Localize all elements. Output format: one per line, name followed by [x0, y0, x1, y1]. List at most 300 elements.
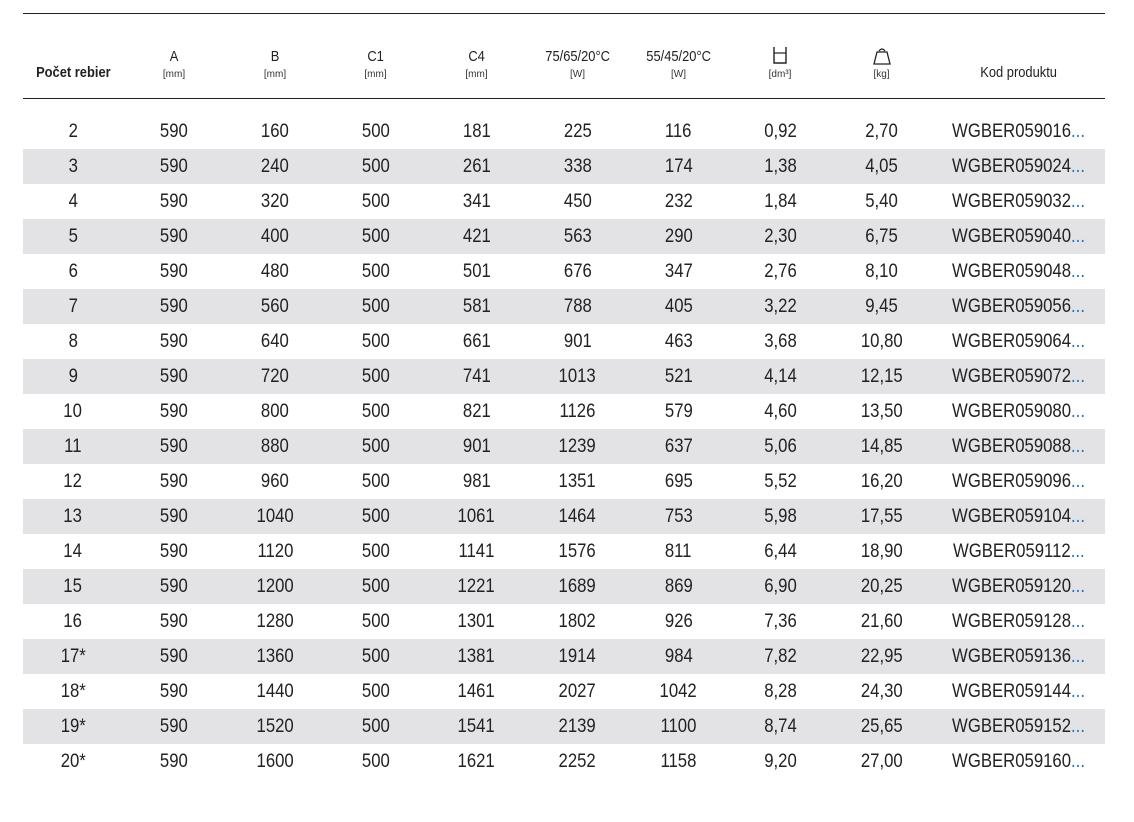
table-cell [426, 646, 527, 668]
cell-value: 500 [361, 295, 390, 317]
table-cell [325, 751, 426, 773]
cell-value: 400 [261, 225, 289, 247]
table-cell [729, 611, 831, 633]
table-cell [628, 541, 729, 563]
cell-value: 6,44 [763, 540, 797, 562]
cell-value: 17,55 [860, 505, 903, 527]
cell-value: 3 [68, 155, 78, 177]
table-row [23, 534, 1105, 569]
header-label: 55/45/20°C [646, 48, 711, 65]
cell-value: 1464 [558, 505, 597, 527]
cell-value: 521 [664, 365, 693, 387]
cell-value: 8,10 [865, 260, 898, 282]
cell-value: 13,50 [860, 400, 903, 422]
cell-value: 13 [63, 505, 83, 527]
header-cell [831, 14, 932, 98]
header-cell [932, 14, 1105, 98]
volume-icon [772, 46, 788, 66]
cell-value: 338 [563, 155, 592, 177]
cell-value: 1461 [457, 680, 496, 702]
cell-value: 450 [563, 190, 592, 212]
table-cell [628, 646, 729, 668]
table-cell [831, 401, 932, 423]
table-cell [225, 611, 325, 633]
table-cell [729, 156, 831, 178]
table-row [23, 359, 1105, 394]
cell-value: 753 [664, 505, 693, 527]
table-cell [325, 436, 426, 458]
header-label: 75/65/20°C [545, 48, 610, 65]
cell-value: 1013 [558, 365, 597, 387]
table-cell [23, 156, 123, 178]
table-cell [831, 471, 932, 493]
table-cell [426, 611, 527, 633]
cell-value: 637 [664, 435, 693, 457]
cell-value: 240 [261, 155, 289, 177]
table-cell [628, 226, 729, 248]
cell-value: 501 [462, 260, 491, 282]
table-cell [225, 716, 325, 738]
table-cell [426, 261, 527, 283]
table-cell [628, 156, 729, 178]
cell-value: WGBER059104 [952, 505, 1072, 527]
table-cell [831, 191, 932, 213]
cell-value: 232 [664, 190, 693, 212]
cell-value: 1301 [457, 610, 496, 632]
table-cell [527, 226, 628, 248]
table-cell [325, 121, 426, 143]
table-row [23, 254, 1105, 289]
table-cell [123, 331, 225, 353]
cell-value: 590 [160, 645, 188, 667]
cell-value: WGBER059032 [952, 190, 1072, 212]
table-cell [527, 261, 628, 283]
table-cell [527, 471, 628, 493]
cell-value: 676 [563, 260, 592, 282]
cell-value: 579 [664, 400, 693, 422]
product-code-cell [932, 506, 1105, 528]
cell-value: 20* [60, 750, 86, 772]
table-cell [426, 541, 527, 563]
table-row [23, 674, 1105, 709]
cell-value: 4,60 [763, 400, 797, 422]
cell-value: 1126 [559, 400, 596, 422]
cell-value: 5,06 [763, 435, 797, 457]
table-cell [225, 226, 325, 248]
cell-value: 500 [361, 330, 390, 352]
table-cell [23, 751, 123, 773]
table-cell [123, 471, 225, 493]
cell-value: 4,14 [763, 365, 797, 387]
product-code-ellipsis: ... [1071, 715, 1085, 737]
product-code-ellipsis: ... [1071, 365, 1085, 387]
cell-value: 590 [160, 225, 188, 247]
cell-value: 1520 [256, 715, 294, 737]
table-cell [325, 156, 426, 178]
product-code-cell [932, 331, 1105, 353]
table-cell [225, 191, 325, 213]
table-cell [23, 366, 123, 388]
table-cell [527, 611, 628, 633]
cell-value: 5 [68, 225, 78, 247]
table-cell [628, 191, 729, 213]
cell-value: 22,95 [860, 645, 903, 667]
cell-value: 421 [462, 225, 491, 247]
cell-value: 1141 [458, 540, 495, 562]
table-cell [123, 646, 225, 668]
table-cell [527, 646, 628, 668]
cell-value: WGBER059144 [952, 680, 1072, 702]
table-cell [123, 541, 225, 563]
cell-value: 1440 [256, 680, 294, 702]
cell-value: 901 [462, 435, 491, 457]
table-cell [123, 681, 225, 703]
table-cell [729, 471, 831, 493]
cell-value: 563 [563, 225, 592, 247]
header-cell [729, 14, 831, 98]
cell-value: 10,80 [860, 330, 903, 352]
cell-value: WGBER059040 [952, 225, 1072, 247]
cell-value: 5,98 [763, 505, 797, 527]
cell-value: 500 [361, 400, 390, 422]
cell-value: 1360 [256, 645, 294, 667]
header-label: C1 [367, 48, 384, 65]
product-code-ellipsis: ... [1071, 610, 1085, 632]
table-cell [23, 576, 123, 598]
table-body [23, 99, 1105, 779]
product-code-cell [932, 436, 1105, 458]
table-cell [831, 366, 932, 388]
cell-value: 2,76 [763, 260, 797, 282]
cell-value: 590 [160, 680, 188, 702]
table-cell [831, 261, 932, 283]
table-cell [123, 506, 225, 528]
cell-value: 2 [68, 120, 78, 142]
cell-value: 1239 [558, 435, 597, 457]
header-unit: [W] [671, 69, 686, 80]
table-cell [225, 576, 325, 598]
product-code-cell [932, 121, 1105, 143]
product-code-ellipsis: ... [1071, 435, 1085, 457]
table-cell [426, 191, 527, 213]
table-cell [527, 716, 628, 738]
cell-value: 960 [261, 470, 289, 492]
cell-value: 500 [361, 680, 390, 702]
cell-value: 7,36 [763, 610, 797, 632]
table-cell [729, 401, 831, 423]
table-cell [831, 121, 932, 143]
table-cell [23, 261, 123, 283]
table-cell [325, 261, 426, 283]
cell-value: WGBER059016 [952, 120, 1072, 142]
product-code-cell [932, 191, 1105, 213]
cell-value: WGBER059152 [952, 715, 1072, 737]
cell-value: WGBER059096 [952, 470, 1072, 492]
cell-value: 590 [160, 750, 188, 772]
cell-value: 590 [160, 190, 188, 212]
table-cell [123, 226, 225, 248]
table-cell [426, 156, 527, 178]
table-row [23, 324, 1105, 359]
header-cell [628, 14, 729, 98]
table-cell [23, 191, 123, 213]
table-cell [123, 191, 225, 213]
cell-value: 1,84 [763, 190, 797, 212]
table-cell [325, 191, 426, 213]
cell-value: 1689 [558, 575, 597, 597]
table-cell [23, 436, 123, 458]
cell-value: 12,15 [860, 365, 903, 387]
cell-value: 6,90 [763, 575, 797, 597]
table-cell [123, 611, 225, 633]
table-row [23, 149, 1105, 184]
cell-value: 590 [160, 505, 188, 527]
table-cell [325, 401, 426, 423]
cell-value: 480 [261, 260, 289, 282]
cell-value: 500 [361, 260, 390, 282]
table-cell [325, 296, 426, 318]
table-cell [527, 331, 628, 353]
cell-value: 590 [160, 575, 188, 597]
product-code-cell [932, 261, 1105, 283]
table-cell [628, 611, 729, 633]
table-cell [225, 261, 325, 283]
table-cell [123, 576, 225, 598]
product-code-cell [932, 681, 1105, 703]
product-code-ellipsis: ... [1071, 295, 1085, 317]
table-cell [123, 261, 225, 283]
cell-value: 500 [361, 470, 390, 492]
cell-value: 500 [361, 505, 390, 527]
table-cell [831, 331, 932, 353]
table-cell [729, 506, 831, 528]
table-cell [729, 576, 831, 598]
cell-value: 5,52 [763, 470, 797, 492]
table-cell [426, 366, 527, 388]
cell-value: 661 [462, 330, 491, 352]
table-cell [325, 471, 426, 493]
product-code-ellipsis: ... [1071, 470, 1085, 492]
table-cell [225, 471, 325, 493]
table-cell [527, 191, 628, 213]
table-cell [325, 226, 426, 248]
cell-value: WGBER059136 [952, 645, 1072, 667]
table-cell [628, 436, 729, 458]
table-cell [729, 436, 831, 458]
cell-value: 590 [160, 120, 188, 142]
cell-value: 16,20 [860, 470, 903, 492]
cell-value: 14,85 [860, 435, 903, 457]
cell-value: WGBER059048 [952, 260, 1072, 282]
table-cell [426, 506, 527, 528]
table-cell [426, 121, 527, 143]
cell-value: 590 [160, 295, 188, 317]
header-label: Počet rebier [35, 64, 111, 81]
table-cell [426, 226, 527, 248]
table-cell [123, 751, 225, 773]
cell-value: 17* [60, 645, 86, 667]
product-code-ellipsis: ... [1071, 400, 1085, 422]
cell-value: 811 [665, 540, 692, 562]
header-cell [225, 14, 325, 98]
table-cell [23, 331, 123, 353]
cell-value: 1802 [558, 610, 597, 632]
cell-value: 500 [361, 435, 390, 457]
table-cell [225, 646, 325, 668]
table-cell [123, 121, 225, 143]
table-cell [527, 401, 628, 423]
cell-value: 16 [63, 610, 83, 632]
cell-value: 901 [563, 330, 592, 352]
cell-value: 2,30 [763, 225, 797, 247]
cell-value: 1042 [659, 680, 698, 702]
product-code-cell [932, 646, 1105, 668]
cell-value: 500 [361, 155, 390, 177]
product-code-ellipsis: ... [1071, 680, 1085, 702]
cell-value: 0,92 [763, 120, 797, 142]
cell-value: 1621 [457, 750, 496, 772]
table-cell [831, 156, 932, 178]
table-cell [831, 681, 932, 703]
table-cell [729, 226, 831, 248]
header-cell [123, 14, 225, 98]
cell-value: 1914 [558, 645, 597, 667]
table-cell [123, 716, 225, 738]
product-code-ellipsis: ... [1071, 750, 1085, 772]
cell-value: 320 [261, 190, 289, 212]
header-unit: [mm] [162, 69, 186, 80]
cell-value: WGBER059120 [952, 575, 1072, 597]
cell-value: 500 [361, 190, 390, 212]
cell-value: 1381 [457, 645, 496, 667]
table-cell [23, 471, 123, 493]
cell-value: 347 [664, 260, 693, 282]
table-cell [325, 646, 426, 668]
product-code-cell [932, 401, 1105, 423]
cell-value: 21,60 [860, 610, 903, 632]
cell-value: 3,68 [763, 330, 797, 352]
cell-value: 500 [361, 715, 390, 737]
cell-value: 590 [160, 470, 188, 492]
product-code-cell [932, 541, 1105, 563]
cell-value: 12 [63, 470, 83, 492]
table-cell [527, 121, 628, 143]
cell-value: 581 [462, 295, 491, 317]
table-cell [628, 296, 729, 318]
table-cell [225, 681, 325, 703]
table-cell [628, 261, 729, 283]
table-cell [23, 716, 123, 738]
table-cell [426, 751, 527, 773]
cell-value: 640 [261, 330, 289, 352]
table-cell [325, 366, 426, 388]
cell-value: 500 [361, 120, 390, 142]
table-cell [325, 611, 426, 633]
cell-value: 18,90 [860, 540, 903, 562]
product-code-cell [932, 611, 1105, 633]
header-cell [426, 14, 527, 98]
cell-value: 25,65 [860, 715, 903, 737]
cell-value: 500 [361, 225, 390, 247]
product-code-ellipsis: ... [1071, 120, 1085, 142]
weight-icon [873, 46, 891, 66]
cell-value: 290 [664, 225, 693, 247]
table-cell [225, 366, 325, 388]
cell-value: 2027 [558, 680, 597, 702]
table-row [23, 639, 1105, 674]
table-cell [628, 401, 729, 423]
table-cell [123, 156, 225, 178]
cell-value: 1040 [256, 505, 294, 527]
product-code-cell [932, 366, 1105, 388]
cell-value: 116 [665, 120, 692, 142]
product-code-cell [932, 716, 1105, 738]
cell-value: WGBER059072 [952, 365, 1072, 387]
cell-value: WGBER059160 [952, 750, 1072, 772]
table-row [23, 744, 1105, 779]
cell-value: 1221 [457, 575, 496, 597]
cell-value: 1280 [256, 610, 294, 632]
table-cell [225, 401, 325, 423]
table-cell [123, 401, 225, 423]
cell-value: WGBER059024 [952, 155, 1072, 177]
cell-value: 261 [462, 155, 491, 177]
spec-table [23, 13, 1105, 779]
cell-value: 1100 [660, 715, 697, 737]
product-code-ellipsis: ... [1071, 330, 1085, 352]
cell-value: 695 [664, 470, 693, 492]
product-code-ellipsis: ... [1070, 540, 1085, 562]
product-code-ellipsis: ... [1071, 505, 1085, 527]
cell-value: 500 [361, 750, 390, 772]
header-cell [527, 14, 628, 98]
cell-value: 500 [361, 645, 390, 667]
cell-value: 20,25 [860, 575, 903, 597]
table-cell [426, 681, 527, 703]
table-row [23, 114, 1105, 149]
table-cell [527, 751, 628, 773]
table-cell [325, 716, 426, 738]
cell-value: 590 [160, 610, 188, 632]
table-cell [729, 541, 831, 563]
table-cell [628, 681, 729, 703]
table-cell [123, 436, 225, 458]
table-cell [831, 541, 932, 563]
cell-value: 1576 [558, 540, 597, 562]
cell-value: 19* [60, 715, 86, 737]
cell-value: 926 [664, 610, 693, 632]
cell-value: 590 [160, 540, 188, 562]
cell-value: 2139 [558, 715, 597, 737]
table-cell [729, 681, 831, 703]
header-cell [23, 14, 123, 98]
table-cell [225, 331, 325, 353]
table-cell [426, 576, 527, 598]
cell-value: 590 [160, 330, 188, 352]
cell-value: 5,40 [865, 190, 898, 212]
product-code-ellipsis: ... [1071, 645, 1085, 667]
cell-value: 590 [160, 435, 188, 457]
header-label: Kod produktu [980, 64, 1057, 81]
table-cell [628, 331, 729, 353]
table-cell [628, 121, 729, 143]
cell-value: 720 [261, 365, 289, 387]
table-cell [426, 436, 527, 458]
cell-value: 7,82 [763, 645, 797, 667]
table-cell [23, 121, 123, 143]
cell-value: 6 [68, 260, 78, 282]
cell-value: 500 [361, 610, 390, 632]
